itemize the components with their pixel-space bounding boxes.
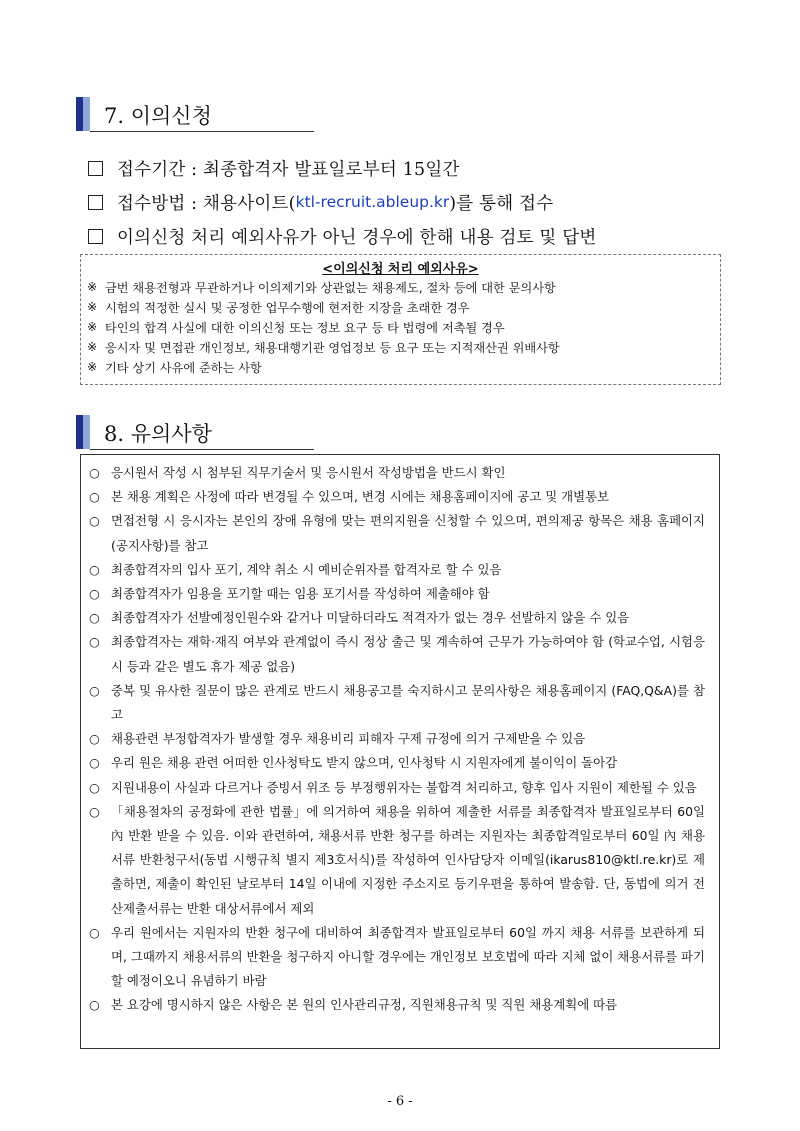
objection-items <box>88 151 728 253</box>
reference-mark-icon: ※ <box>87 300 98 314</box>
note-item <box>89 800 705 921</box>
note-item <box>89 509 705 557</box>
objection-item-review <box>88 219 728 253</box>
objection-item-period <box>88 151 728 185</box>
note-item <box>89 993 705 1017</box>
circle-bullet-icon: ○ <box>89 634 100 650</box>
square-bullet-icon <box>88 161 103 176</box>
section-7-title: 7. 이의신청 <box>104 104 212 128</box>
note-text: 본 요강에 명시하지 않은 사항은 본 원의 인사관리규정, 직원채용규칙 및 직원 채용계획에 따름 <box>111 997 618 1013</box>
exceptions-box <box>80 254 721 385</box>
note-text: 우리 원에서는 지원자의 반환 청구에 대비하여 최종합격자 발표일로부터 60일 까지 채용 서류를 보관하게 되며, 그때까지 채용서류의 반환을 청구하지 아니할 경우에는 개인정보 보호법에 따라 지체 없이 채용서류를 파기할 예정이오니 유념하기 바람 <box>111 924 705 989</box>
objection-item-text: 접수방법 : 채용사이트( <box>117 193 296 214</box>
square-bullet-icon <box>88 195 103 210</box>
circle-bullet-icon: ○ <box>89 561 100 577</box>
circle-bullet-icon: ○ <box>89 803 100 819</box>
note-item <box>89 921 705 994</box>
exception-item: ※ 기타 상기 사유에 준하는 사항 <box>87 360 262 375</box>
note-text: 본 채용 계획은 사정에 따라 변경될 수 있으며, 변경 시에는 채용홈페이지에 공고 및 개별통보 <box>111 489 610 505</box>
objection-item-method <box>88 185 728 219</box>
exception-item: ※ 금번 채용전형과 무관하거나 이의제기와 상관없는 채용제도, 절차 등에 대한 문의사항 <box>87 280 556 295</box>
circle-bullet-icon: ○ <box>89 731 100 747</box>
exception-item: ※ 시험의 적정한 실시 및 공정한 업무수행에 현저한 지장을 초래한 경우 <box>87 300 470 315</box>
exception-item: ※ 응시자 및 면접관 개인정보, 채용대행기관 영업정보 등 요구 또는 지적재산권 위배사항 <box>87 340 560 355</box>
heading-bar-dark <box>76 415 83 449</box>
reference-mark-icon: ※ <box>87 280 98 294</box>
section-7-header <box>76 97 314 133</box>
circle-bullet-icon: ○ <box>89 489 100 505</box>
exceptions-list <box>87 277 714 377</box>
note-item <box>89 751 705 775</box>
note-text: 최종합격자의 입사 포기, 계약 취소 시 예비순위자를 합격자로 할 수 있음 <box>111 561 502 577</box>
note-text: 「채용절차의 공정화에 관한 법률」에 의거하여 채용을 위하여 제출한 서류를 최종합격자 발표일로부터 60일 內 반환 받을 수 있음. 이와 관련하여, 채용서류 반환 청구를 하려는 지원자는 최종합격일로부터 60일 內 채용 서류 반환청구서(동법 시행규칙 별지 제3호서식)를 작성하여 인사담당자 이메일(ikarus810@ktl.re.kr)로 제출하면, 제출이 확인된 날로부터 14일 이내에 지정한 주소지로 등기우편을 통하여 발송함. 단, 동법에 의거 전산제출서류는 반환 대상서류에서 제외 <box>111 803 705 916</box>
heading-underline <box>90 449 314 450</box>
reference-mark-icon: ※ <box>87 360 98 374</box>
circle-bullet-icon: ○ <box>89 465 100 480</box>
exception-item: ※ 타인의 합격 사실에 대한 이의신청 또는 정보 요구 등 타 법령에 저촉될 경우 <box>87 320 505 335</box>
square-bullet-icon <box>88 229 103 244</box>
reference-mark-icon: ※ <box>87 340 98 354</box>
section-8-title: 8. 유의사항 <box>104 422 212 446</box>
circle-bullet-icon: ○ <box>89 997 100 1013</box>
objection-item-text: 이의신청 처리 예외사유가 아닌 경우에 한해 내용 검토 및 답변 <box>117 227 597 248</box>
heading-bar-dark <box>76 97 83 131</box>
note-item <box>89 558 705 582</box>
recruit-site-link[interactable]: ktl-recruit.ableup.kr <box>295 193 450 211</box>
note-item <box>89 776 705 800</box>
note-text: 응시원서 작성 시 첨부된 직무기술서 및 응시원서 작성방법을 반드시 확인 <box>111 465 506 480</box>
note-item <box>89 582 705 606</box>
circle-bullet-icon: ○ <box>89 682 100 698</box>
note-text: 최종합격자가 임용을 포기할 때는 임용 포기서를 작성하여 제출해야 함 <box>111 586 490 602</box>
note-text: 면접전형 시 응시자는 본인의 장애 유형에 맞는 편의지원을 신청할 수 있으며, 편의제공 항목은 채용 홈페이지(공지사항)를 참고 <box>111 513 705 553</box>
circle-bullet-icon: ○ <box>89 779 100 795</box>
circle-bullet-icon: ○ <box>89 755 100 771</box>
note-item <box>89 630 705 678</box>
note-item <box>89 606 705 630</box>
note-item <box>89 727 705 751</box>
note-text: 중복 및 유사한 질문이 많은 관계로 반드시 채용공고를 숙지하시고 문의사항은 채용홈페이지 (FAQ,Q&A)를 참고 <box>111 682 705 723</box>
heading-bar-light <box>83 97 90 131</box>
heading-underline <box>90 131 314 132</box>
note-item <box>89 679 705 727</box>
heading-bar-light <box>83 415 90 449</box>
note-text: 지원내용이 사실과 다르거나 증빙서 위조 등 부정행위자는 불합격 처리하고, 향후 입사 지원이 제한될 수 있음 <box>111 779 697 795</box>
section-8-header <box>76 415 314 451</box>
note-text: 최종합격자는 재학·재직 여부와 관계없이 즉시 정상 출근 및 계속하여 근무가 가능하여야 함 (학교수업, 시험응시 등과 같은 별도 휴가 제공 없음) <box>111 634 705 674</box>
exceptions-title: <이의신청 처리 예외사유> <box>322 262 479 277</box>
circle-bullet-icon: ○ <box>89 924 100 940</box>
notes-box <box>80 454 720 1049</box>
note-text: 채용관련 부정합격자가 발생할 경우 채용비리 피해자 구제 규정에 의거 구제받을 수 있음 <box>111 731 586 747</box>
objection-item-text: 접수기간 : 최종합격자 발표일로부터 15일간 <box>117 159 460 180</box>
notes-list <box>89 461 705 1018</box>
note-item <box>89 485 705 509</box>
circle-bullet-icon: ○ <box>89 586 100 602</box>
objection-item-text-suffix: )를 통해 접수 <box>449 193 554 214</box>
circle-bullet-icon: ○ <box>89 610 100 626</box>
note-text: 우리 원은 채용 관련 어떠한 인사청탁도 받지 않으며, 인사청탁 시 지원자에게 불이익이 돌아감 <box>111 755 618 771</box>
circle-bullet-icon: ○ <box>89 513 100 529</box>
note-item <box>89 461 705 485</box>
note-text: 최종합격자가 선발예정인원수와 같거나 미달하더라도 적격자가 없는 경우 선발하지 않을 수 있음 <box>111 610 630 626</box>
reference-mark-icon: ※ <box>87 320 98 334</box>
page-number: - 6 - <box>387 1094 413 1109</box>
